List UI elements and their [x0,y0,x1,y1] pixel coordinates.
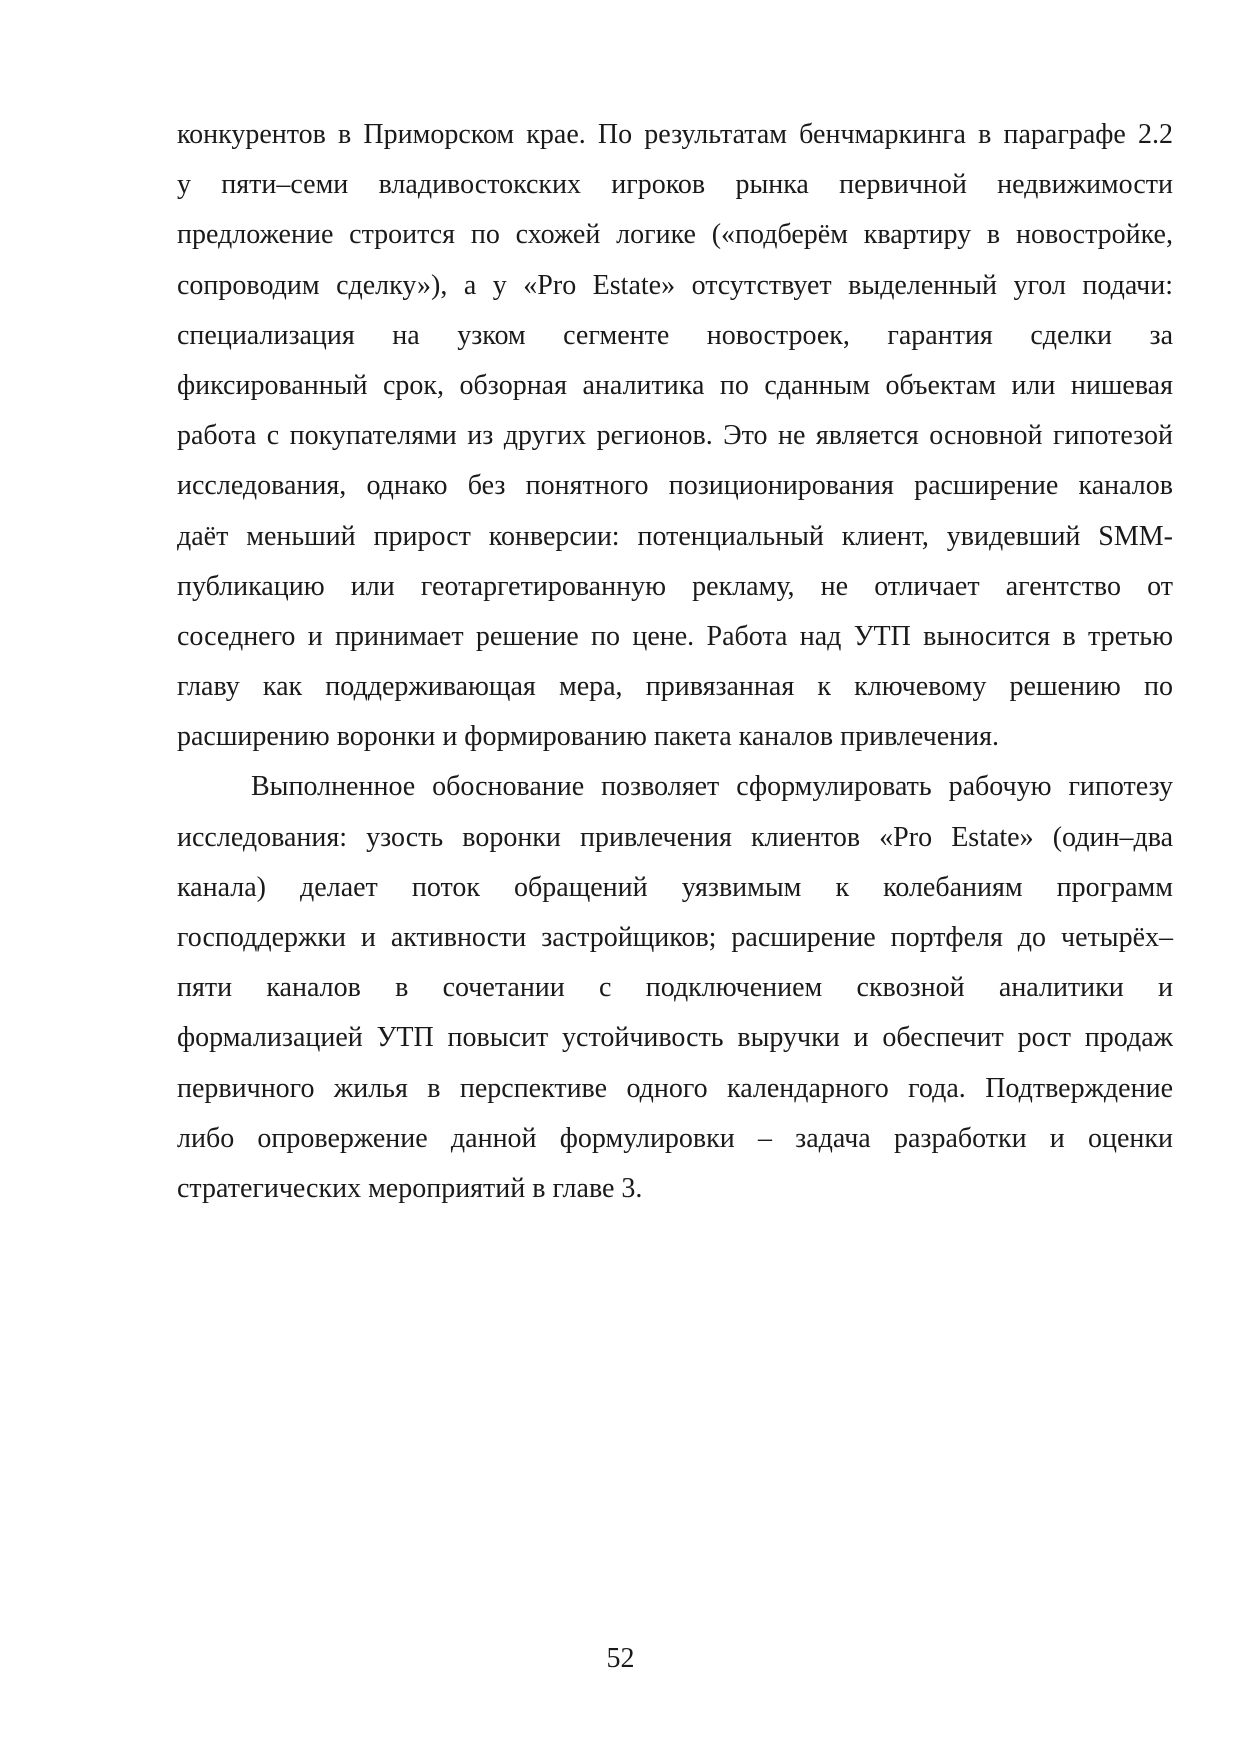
text-line: фиксированный срок, обзорная аналитика по сданным объектам или нишевая [177,369,1173,401]
body-text [177,110,1173,1214]
text-line: специализация на узком сегменте новостроек, гарантия сделки за [177,319,1173,351]
text-line: работа с покупателями из других регионов. Это не является основной гипотезой [177,420,1173,452]
paragraph-1 [177,110,1173,762]
text-line: канала) делает поток обращений уязвимым к колебаниям программ [177,871,1173,903]
text-line: исследования: узость воронки привлечения клиентов «Pro Estate» (один–два [177,821,1173,853]
text-line: соседнего и принимает решение по цене. Работа над УТП выносится в третью [177,620,1173,652]
text-line: пяти каналов в сочетании с подключением сквозной аналитики и [177,972,1173,1004]
paragraph-2 [177,762,1173,1214]
text-line: Выполненное обоснование позволяет сформулировать рабочую гипотезу [251,771,1173,803]
text-line: у пяти–семи владивостокских игроков рынка первичной недвижимости [177,169,1173,201]
text-line: исследования, однако без понятного позиционирования расширение каналов [177,470,1173,502]
text-line: сопроводим сделку»), а у «Pro Estate» отсутствует выделенный угол подачи: [177,269,1173,301]
text-line: либо опровержение данной формулировки – задача разработки и оценки [177,1122,1173,1154]
text-line: публикацию или геотаргетированную рекламу, не отличает агентство от [177,570,1173,602]
text-line: формализацией УТП повысит устойчивость выручки и обеспечит рост продаж [177,1022,1173,1054]
text-line: первичного жилья в перспективе одного календарного года. Подтверждение [177,1072,1173,1104]
text-line: предложение строится по схожей логике («подберём квартиру в новостройке, [177,219,1173,251]
text-line: расширению воронки и формированию пакета каналов привлечения. [177,721,999,753]
text-line: господдержки и активности застройщиков; расширение портфеля до четырёх– [177,922,1173,953]
page-number: 52 [606,1643,635,1674]
text-line: даёт меньший прирост конверсии: потенциальный клиент, увидевший SMM- [177,520,1173,552]
text-line: главу как поддерживающая мера, привязанная к ключевому решению по [177,671,1173,703]
text-line: конкурентов в Приморском крае. По результатам бенчмаркинга в параграфе 2.2 [177,119,1173,150]
text-line: стратегических мероприятий в главе 3. [177,1172,643,1204]
